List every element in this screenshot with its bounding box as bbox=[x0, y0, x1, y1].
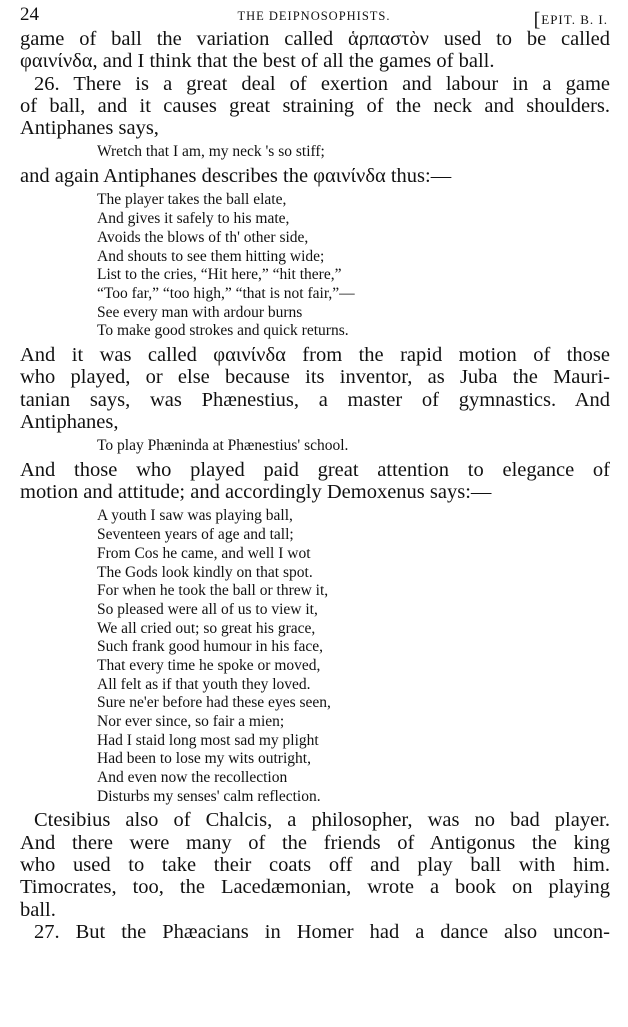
verse-line: And even now the recollection bbox=[97, 769, 288, 787]
text-line: 27. But the Phæacians in Homer had a dance also uncon- bbox=[34, 920, 610, 943]
text-line: of ball, and it causes great straining of the neck and shoulders. bbox=[20, 94, 610, 117]
prose-paragraph bbox=[20, 344, 610, 433]
verse-line: To make good strokes and quick returns. bbox=[97, 322, 349, 340]
prose-paragraph bbox=[20, 809, 610, 943]
text-line: And there were many of the friends of Antigonus the king bbox=[20, 831, 610, 854]
text-line: Antiphanes, bbox=[20, 410, 119, 433]
section-bracket: [ bbox=[533, 9, 542, 31]
running-title: THE DEIPNOSOPHISTS. bbox=[237, 9, 391, 23]
verse-quotation bbox=[97, 139, 610, 165]
verse-line: That every time he spoke or moved, bbox=[97, 656, 321, 674]
running-header bbox=[20, 4, 608, 31]
text-line: And it was called φαινίνδα from the rapid motion of those bbox=[20, 343, 610, 366]
verse-quotation bbox=[97, 187, 610, 344]
verse-line: From Cos he came, and well I wot bbox=[97, 544, 311, 562]
text-line: tanian says, was Phænestius, a master of gymnastics. And bbox=[20, 388, 610, 411]
page-body bbox=[20, 28, 610, 943]
verse-line: And gives it safely to his mate, bbox=[97, 210, 290, 228]
verse-line: The player takes the ball elate, bbox=[97, 191, 287, 209]
text-line: ball. bbox=[20, 898, 56, 921]
verse-line: Sure ne'er before had these eyes seen, bbox=[97, 694, 331, 712]
verse-line: Wretch that I am, my neck 's so stiff; bbox=[97, 143, 325, 161]
verse-line: A youth I saw was playing ball, bbox=[97, 507, 293, 525]
verse-line: For when he took the ball or threw it, bbox=[97, 582, 329, 600]
text-line: φαινίνδα, and I think that the best of all the games of ball. bbox=[20, 50, 495, 73]
verse-line: Nor ever since, so fair a mien; bbox=[97, 713, 285, 730]
verse-quotation bbox=[97, 433, 610, 459]
text-line: Ctesibius also of Chalcis, a philosopher, was no bad player. bbox=[34, 809, 610, 832]
text-line: and again Antiphanes describes the φαινίνδα thus:— bbox=[20, 165, 452, 188]
verse-line: We all cried out; so great his grace, bbox=[97, 619, 316, 637]
verse-line: List to the cries, “Hit here,” “hit there,” bbox=[97, 266, 342, 284]
text-line: game of ball the variation called ἁρπαστὸν used to be called bbox=[20, 28, 610, 50]
verse-line: All felt as if that youth they loved. bbox=[97, 675, 311, 693]
verse-line: Disturbs my senses' calm reflection. bbox=[97, 787, 321, 805]
verse-line: Had been to lose my wits outright, bbox=[97, 750, 311, 768]
verse-line: And shouts to see them hitting wide; bbox=[97, 247, 325, 265]
verse-line: So pleased were all of us to view it, bbox=[97, 600, 318, 618]
verse-line: The Gods look kindly on that spot. bbox=[97, 563, 313, 581]
text-line: who used to take their coats off and play ball with him. bbox=[20, 854, 610, 877]
verse-line: To play Phæninda at Phænestius' school. bbox=[97, 437, 349, 455]
section-label: EPIT. B. I. bbox=[541, 12, 608, 27]
text-line: 26. There is a great deal of exertion and labour in a game bbox=[34, 72, 610, 95]
verse-line: Had I staid long most sad my plight bbox=[97, 731, 319, 749]
verse-line: See every man with ardour burns bbox=[97, 303, 303, 321]
page-number: 24 bbox=[20, 4, 39, 25]
prose-paragraph bbox=[20, 165, 610, 187]
text-line: Antiphanes says, bbox=[20, 117, 159, 140]
verse-line: “Too far,” “too high,” “that is not fair,”— bbox=[97, 284, 355, 302]
text-line: Timocrates, too, the Lacedæmonian, wrote a book on playing bbox=[20, 876, 610, 899]
verse-line: Such frank good humour in his face, bbox=[97, 638, 323, 656]
prose-paragraph bbox=[20, 28, 610, 139]
text-line: And those who played paid great attention to elegance of bbox=[20, 458, 610, 481]
verse-quotation bbox=[97, 503, 610, 809]
text-line: who played, or else because its inventor, as Juba the Mauri- bbox=[20, 366, 610, 389]
verse-line: Seventeen years of age and tall; bbox=[97, 526, 294, 544]
text-line: motion and attitude; and accordingly Demoxenus says:— bbox=[20, 481, 492, 504]
section-marker bbox=[534, 7, 608, 30]
verse-line: Avoids the blows of th' other side, bbox=[97, 228, 309, 246]
prose-paragraph bbox=[20, 459, 610, 504]
